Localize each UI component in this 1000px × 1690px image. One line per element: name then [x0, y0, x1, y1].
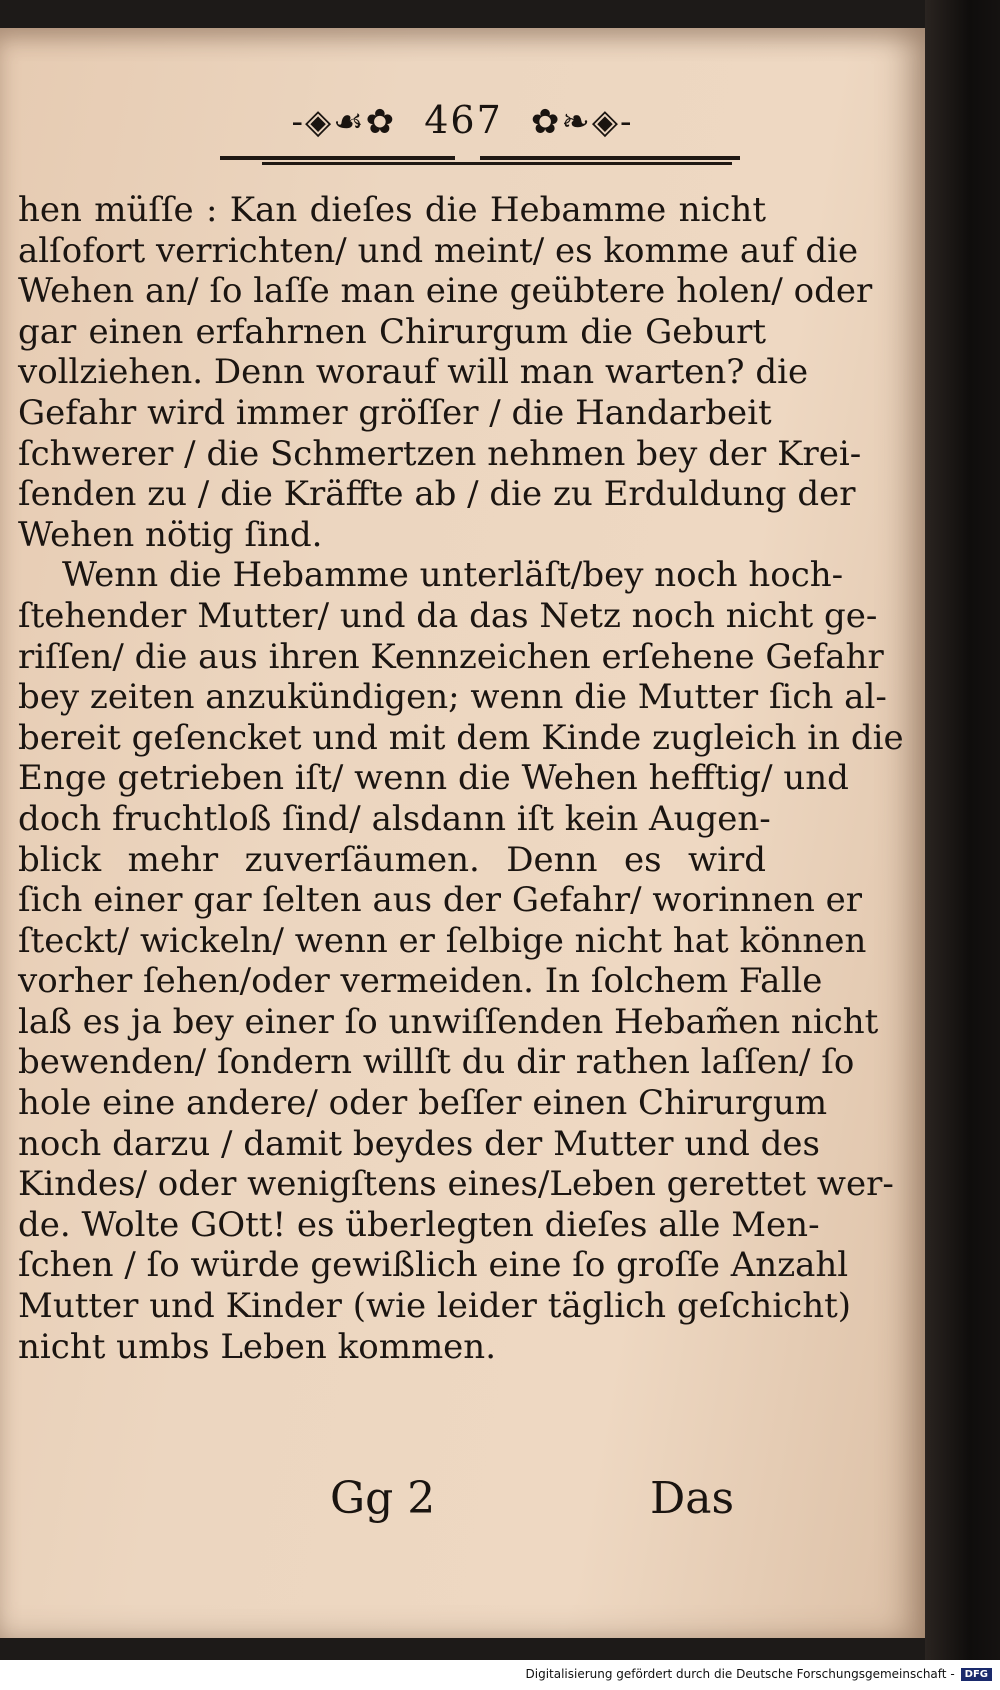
catchword: Das — [650, 1473, 735, 1524]
ornament-right-icon: ✿❧◈- — [530, 102, 634, 142]
text-line: Gefahr wird immer gröſſer / die Handarbeit — [18, 392, 772, 433]
text-line: ſchen / ſo würde gewißlich eine ſo groſſe Anzahl — [18, 1245, 849, 1286]
text-line: gar einen erfahrnen Chirurgum die Geburt — [18, 311, 766, 352]
text-line: bereit geſencket und mit dem Kinde zugleich in die — [18, 717, 904, 758]
text-line: laß es ja bey einer ſo unwiſſenden Hebam̃en nicht — [18, 1001, 879, 1042]
text-line: alſofort verrichten/ und meint/ es komme auf die — [18, 230, 859, 271]
text-line: noch darzu / damit beydes der Mutter und des — [18, 1123, 821, 1164]
ornament-left-icon: -◈☙✿ — [291, 102, 397, 142]
text-line: Wehen an/ ſo laſſe man eine geübtere holen/ oder — [18, 271, 873, 312]
signature-mark: Gg 2 — [330, 1473, 436, 1524]
page-footer — [0, 1473, 925, 1533]
text-line: Mutter und Kinder (wie leider täglich geſchicht) — [18, 1286, 852, 1327]
text-line: ſteckt/ wickeln/ wenn er ſelbige nicht hat können — [18, 920, 867, 961]
text-line: hole eine andere/ oder beſſer einen Chirurgum — [18, 1083, 828, 1124]
text-line: nicht umbs Leben kommen. — [18, 1326, 497, 1367]
text-line: doch fruchtloß ſind/ alsdann iſt kein Augen- — [18, 798, 771, 839]
text-line: bey zeiten anzukündigen; wenn die Mutter ſich al- — [18, 677, 887, 718]
page-header — [0, 98, 925, 142]
text-line: hen müſſe : Kan dieſes die Hebamme nicht — [18, 190, 766, 230]
header-rule-right — [480, 156, 740, 160]
text-line: vorher ſehen/oder vermeiden. In ſolchem Falle — [18, 961, 823, 1002]
credit-text: Digitalisierung gefördert durch die Deutsche Forschungsgemeinschaft - — [525, 1667, 955, 1681]
book-page — [0, 28, 925, 1638]
text-line: riſſen/ die aus ihren Kennzeichen erſehene Gefahr — [18, 636, 884, 677]
text-line: vollziehen. Denn worauf will man warten? die — [18, 352, 809, 393]
text-line: ſenden zu / die Kräffte ab / die zu Erduldung der — [18, 474, 856, 515]
text-line: Enge getrieben iſt/ wenn die Wehen hefftig/ und — [18, 758, 849, 799]
text-line: bewenden/ ſondern willſt du dir rathen laſſen/ ſo — [18, 1042, 855, 1083]
header-rule-left — [220, 156, 455, 160]
book-edge — [925, 0, 1000, 1660]
text-line: ſtehender Mutter/ und da das Netz noch nicht ge- — [18, 595, 878, 636]
text-line: Wehen nötig ſind. — [18, 514, 323, 555]
text-line: de. Wolte GOtt! es überlegten dieſes alle Men- — [18, 1204, 820, 1245]
body-text — [18, 190, 904, 1367]
page-number: 467 — [424, 98, 503, 142]
text-line: ſchwerer / die Schmertzen nehmen bey der Krei- — [18, 433, 862, 474]
text-line: ſich einer gar ſelten aus der Gefahr/ worinnen er — [18, 880, 863, 921]
dfg-logo-icon: DFG — [961, 1668, 992, 1681]
text-line: Wenn die Hebamme unterläſt/bey noch hoch- — [62, 555, 844, 596]
header-rule-center — [262, 162, 732, 165]
text-line: blick mehr zuverſäumen. Denn es wird — [18, 839, 766, 880]
text-line: Kindes/ oder wenigſtens eines/Leben gerettet wer- — [18, 1164, 894, 1205]
digitization-credit — [526, 1667, 993, 1681]
